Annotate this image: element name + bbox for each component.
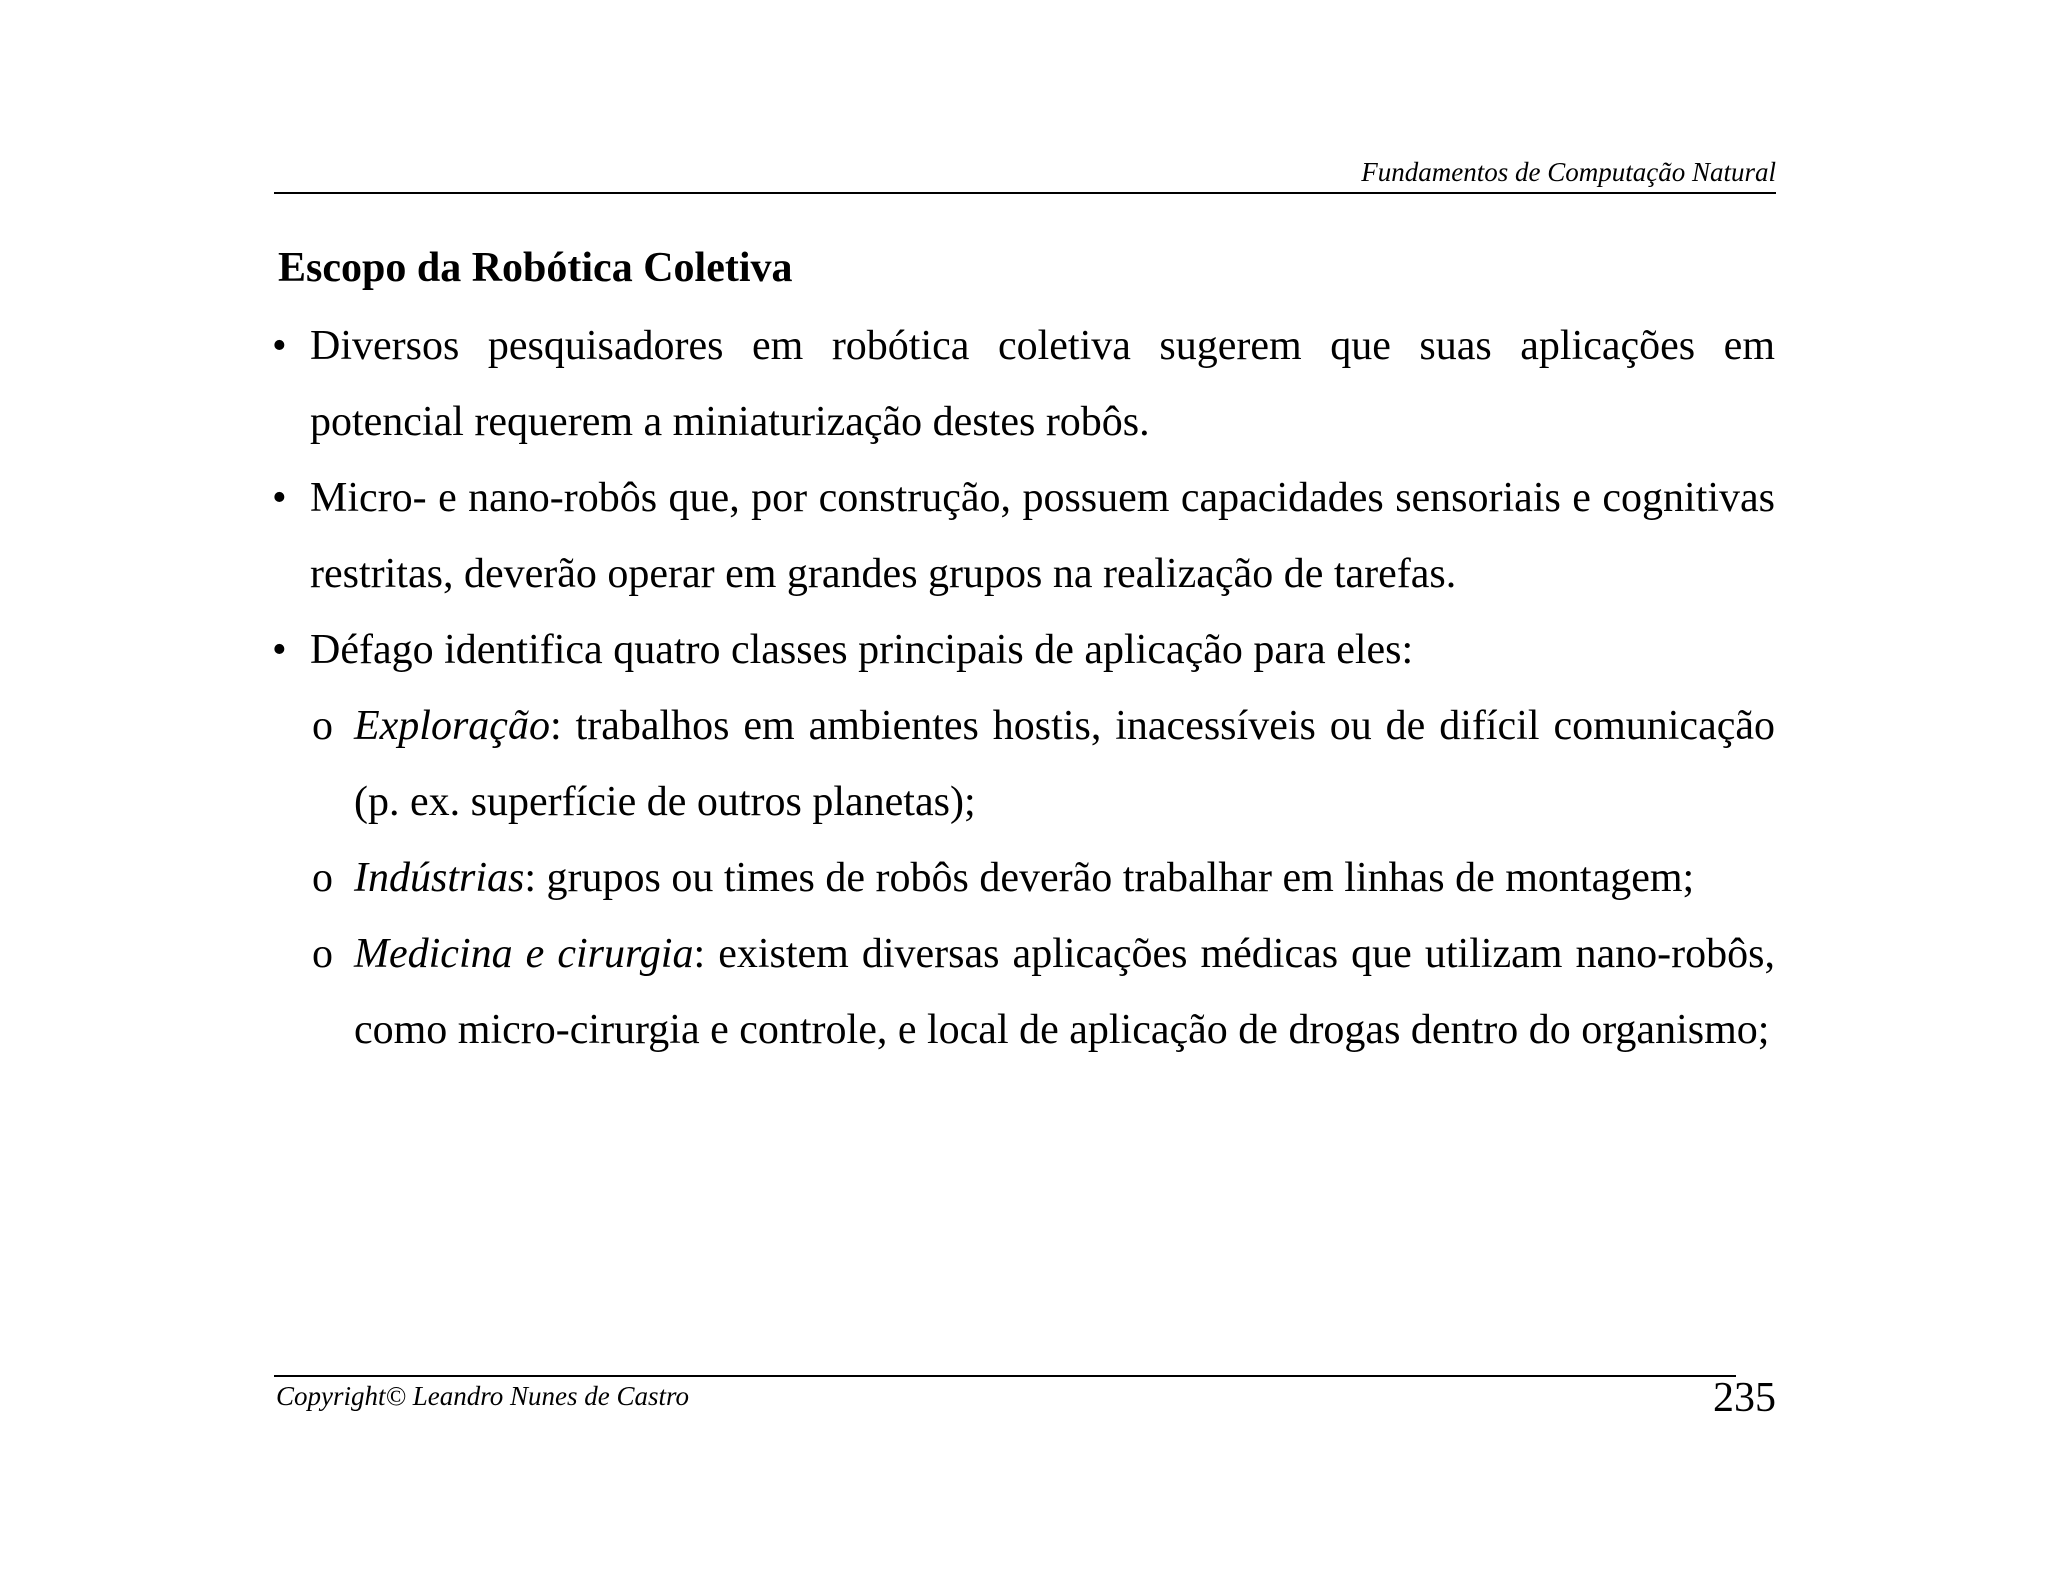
copyright-text: Copyright© Leandro Nunes de Castro bbox=[276, 1381, 690, 1411]
subbullet-item bbox=[272, 688, 1775, 840]
bullet-marker: • bbox=[272, 475, 287, 521]
bullet-marker: • bbox=[272, 627, 287, 673]
subbullet-text: : grupos ou times de robôs deverão trabalhar em linhas de montagem; bbox=[524, 855, 1695, 901]
bullet-item bbox=[272, 308, 1775, 460]
header-rule bbox=[274, 192, 1776, 194]
subbullet-term: Medicina e cirurgia bbox=[354, 931, 694, 977]
subbullet-text: : existem diversas aplicações médicas que utilizam nano-robôs, como micro-cirurgia e controle, e local de aplicação de drogas dentro do organismo; bbox=[354, 931, 1775, 1053]
subbullet-marker: o bbox=[312, 703, 333, 749]
page-number: 235 bbox=[1713, 1375, 1776, 1421]
bullet-item bbox=[272, 460, 1775, 612]
bullet-text: Diversos pesquisadores em robótica coletiva sugerem que suas aplicações em potencial requerem a miniaturização destes robôs. bbox=[310, 323, 1775, 445]
bullet-marker: • bbox=[272, 323, 287, 369]
subbullet-item bbox=[272, 916, 1775, 1068]
subbullet-marker: o bbox=[312, 931, 333, 977]
running-header: Fundamentos de Computação Natural bbox=[1361, 157, 1776, 187]
bullet-text: Défago identifica quatro classes principais de aplicação para eles: bbox=[310, 627, 1414, 673]
footer-rule bbox=[274, 1375, 1736, 1377]
section-title: Escopo da Robótica Coletiva bbox=[278, 245, 793, 291]
subbullet-item bbox=[272, 840, 1775, 916]
subbullet-term: Indústrias bbox=[354, 855, 525, 901]
subbullet-text: : trabalhos em ambientes hostis, inacessíveis ou de difícil comunicação (p. ex. superfície de outros planetas); bbox=[354, 703, 1775, 825]
bullet-item bbox=[272, 612, 1775, 688]
subbullet-term: Exploração bbox=[354, 703, 550, 749]
body-content bbox=[272, 308, 1775, 1068]
subbullet-marker: o bbox=[312, 855, 333, 901]
bullet-text: Micro- e nano-robôs que, por construção, possuem capacidades sensoriais e cognitivas restritas, deverão operar em grandes grupos na realização de tarefas. bbox=[310, 475, 1775, 597]
